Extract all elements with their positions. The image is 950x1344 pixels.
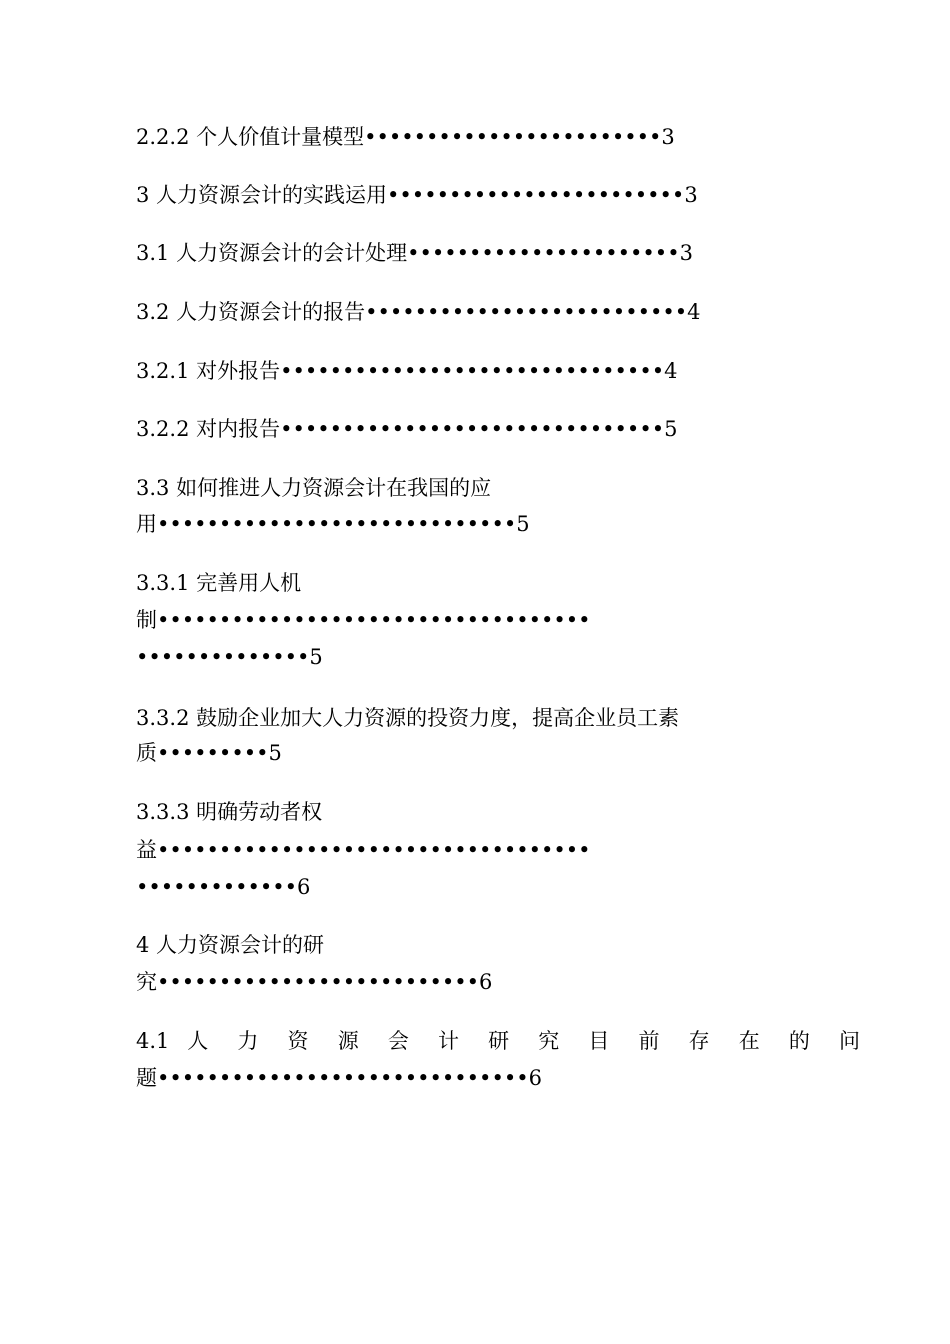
toc-entry-3-2-2: 3.2.2 对内报告•••••••••••••••••••••••••••••••5 <box>136 417 678 441</box>
toc-entry-4-line2: 究••••••••••••••••••••••••••6 <box>136 970 493 994</box>
toc-entry-3-3-1-line2: 制••••••••••••••••••••••••••••••••••• <box>136 608 591 632</box>
toc-entry-3-3-line2: 用•••••••••••••••••••••••••••••5 <box>136 512 530 536</box>
toc-entry-3-3-2-line1: 3.3.2 鼓励企业加大人力资源的投资力度，提高企业员工素 <box>136 706 680 730</box>
toc-entry-3-2-1: 3.2.1 对外报告•••••••••••••••••••••••••••••••4 <box>136 359 678 383</box>
toc-entry-3-3-2-line2: 质•••••••••5 <box>136 741 282 765</box>
toc-entry-4-1-line2: 题••••••••••••••••••••••••••••••6 <box>136 1066 542 1090</box>
toc-entry-3-2: 3.2 人力资源会计的报告••••••••••••••••••••••••••4 <box>136 300 701 324</box>
toc-entry-4-line1: 4 人力资源会计的研 <box>136 933 325 957</box>
toc-entry-3-3-3-line3: •••••••••••••6 <box>136 875 311 899</box>
toc-entry-3-3-1-line1: 3.3.1 完善用人机 <box>136 571 302 595</box>
toc-entry-3: 3 人力资源会计的实践运用••••••••••••••••••••••••3 <box>136 183 698 207</box>
toc-entry-3-3-3-line1: 3.3.3 明确劳动者权 <box>136 800 323 824</box>
toc-entry-4-1-line1: 4.1 人 力 资 源 会 计 研 究 目 前 存 在 的 问 <box>136 1029 860 1053</box>
toc-entry-3-1: 3.1 人力资源会计的会计处理••••••••••••••••••••••3 <box>136 241 693 265</box>
toc-entry-3-3-line1: 3.3 如何推进人力资源会计在我国的应 <box>136 476 492 500</box>
toc-entry-3-3-3-line2: 益••••••••••••••••••••••••••••••••••• <box>136 838 591 862</box>
toc-entry-2-2-2: 2.2.2 个人价值计量模型••••••••••••••••••••••••3 <box>136 125 675 149</box>
toc-entry-3-3-1-line3: ••••••••••••••5 <box>136 645 323 669</box>
